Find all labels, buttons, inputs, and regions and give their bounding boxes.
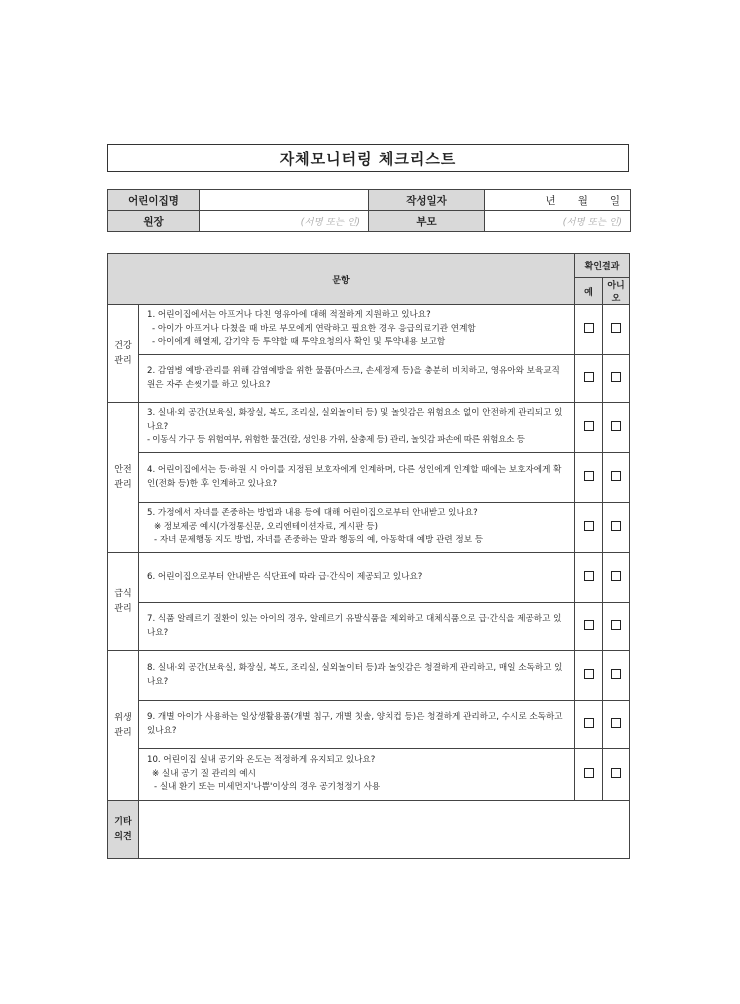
- no-header: 아니오: [603, 278, 630, 305]
- checklist-table: [107, 253, 630, 859]
- item-4-no-checkbox[interactable]: [611, 471, 621, 481]
- item-9: 9. 개별 아이가 사용하는 일상생활용품(개별 침구, 개별 칫솔, 양치컵 등)은 청결하게 관리하고, 수시로 소독하고 있나요?: [139, 701, 575, 749]
- yes-header: 예: [575, 278, 603, 305]
- item-3-no-checkbox[interactable]: [611, 421, 621, 431]
- page-title: 자체모니터링 체크리스트: [107, 144, 629, 172]
- result-header: 확인결과: [575, 254, 630, 278]
- date-year: 년: [545, 194, 556, 207]
- date-day: 일: [609, 194, 620, 207]
- etc-opinion-field[interactable]: [139, 801, 630, 859]
- item-8-no-checkbox[interactable]: [611, 669, 621, 679]
- item-2-yes-checkbox[interactable]: [584, 372, 594, 382]
- item-10: 10. 어린이집 실내 공기와 온도는 적정하게 유지되고 있나요? ※ 실내 공기 질 관리의 예시 - 실내 환기 또는 미세먼지'나쁨'이상의 경우 공기청정기 사용: [139, 749, 575, 801]
- item-1-yes-checkbox[interactable]: [584, 323, 594, 333]
- date-month: 월: [577, 194, 588, 207]
- item-5-no-checkbox[interactable]: [611, 521, 621, 531]
- etc-opinion-label: 기타 의견: [108, 801, 139, 859]
- item-10-yes-checkbox[interactable]: [584, 768, 594, 778]
- item-2-no-checkbox[interactable]: [611, 372, 621, 382]
- item-6: 6. 어린이집으로부터 안내받은 식단표에 따라 급·간식이 제공되고 있나요?: [139, 553, 575, 603]
- item-8: 8. 실내·외 공간(보육실, 화장실, 복도, 조리실, 실외놀이터 등)과 놀잇감은 청결하게 관리하고, 매일 소독하고 있나요?: [139, 651, 575, 701]
- daycare-name-label: 어린이집명: [108, 190, 200, 211]
- category-safety: 안전 관리: [108, 403, 139, 553]
- item-5-yes-checkbox[interactable]: [584, 521, 594, 531]
- item-2: 2. 감염병 예방·관리를 위해 감염예방을 위한 물품(마스크, 손세정제 등)을 충분히 비치하고, 영유아와 보육교직원은 자주 손씻기를 하고 있나요?: [139, 355, 575, 403]
- category-meal: 급식 관리: [108, 553, 139, 651]
- item-6-no-checkbox[interactable]: [611, 571, 621, 581]
- parent-signature-field[interactable]: (서명 또는 인): [485, 211, 631, 232]
- item-4-yes-checkbox[interactable]: [584, 471, 594, 481]
- item-4: 4. 어린이집에서는 등·하원 시 아이를 지정된 보호자에게 인계하며, 다른 성인에게 인계할 때에는 보호자에게 확인(전화 등)한 후 인계하고 있나요?: [139, 453, 575, 503]
- item-6-yes-checkbox[interactable]: [584, 571, 594, 581]
- date-label: 작성일자: [369, 190, 485, 211]
- category-hygiene: 위생 관리: [108, 651, 139, 801]
- date-field[interactable]: [485, 190, 631, 211]
- item-7-yes-checkbox[interactable]: [584, 620, 594, 630]
- item-3: 3. 실내·외 공간(보육실, 화장실, 복도, 조리실, 실외놀이터 등) 및 놀잇감은 위험요소 없이 안전하게 관리되고 있나요? - 이동식 가구 등 위험여부, 위험한 물건(칼, 성인용 가위, 살충제 등) 관리, 놀잇감 파손에 따른 위험요소 등: [139, 403, 575, 453]
- item-10-no-checkbox[interactable]: [611, 768, 621, 778]
- daycare-name-field[interactable]: [200, 190, 369, 211]
- item-9-yes-checkbox[interactable]: [584, 718, 594, 728]
- item-8-yes-checkbox[interactable]: [584, 669, 594, 679]
- item-3-yes-checkbox[interactable]: [584, 421, 594, 431]
- item-1-no-checkbox[interactable]: [611, 323, 621, 333]
- item-header: 문항: [108, 254, 575, 305]
- item-7-no-checkbox[interactable]: [611, 620, 621, 630]
- parent-label: 부모: [369, 211, 485, 232]
- info-table: [107, 189, 631, 232]
- category-health: 건강 관리: [108, 305, 139, 403]
- director-label: 원장: [108, 211, 200, 232]
- item-9-no-checkbox[interactable]: [611, 718, 621, 728]
- item-5: 5. 가정에서 자녀를 존중하는 방법과 내용 등에 대해 어린이집으로부터 안내받고 있나요? ※ 정보제공 예시(가정통신문, 오리엔테이션자료, 게시판 등) - 자녀 문제행동 지도 방법, 자녀를 존중하는 말과 행동의 예, 아동학대 예방 관련 정보 등: [139, 503, 575, 553]
- director-signature-field[interactable]: (서명 또는 인): [200, 211, 369, 232]
- item-1: 1. 어린이집에서는 아프거나 다친 영유아에 대해 적절하게 지원하고 있나요? - 아이가 아프거나 다쳤을 때 바로 부모에게 연락하고 필요한 경우 응급의료기관 연계함 - 아이에게 해열제, 감기약 등 투약할 때 투약요청의사 확인 및 투약내용 보고함: [139, 305, 575, 355]
- item-7: 7. 식품 알레르기 질환이 있는 아이의 경우, 알레르기 유발식품을 제외하고 대체식품으로 급·간식을 제공하고 있나요?: [139, 603, 575, 651]
